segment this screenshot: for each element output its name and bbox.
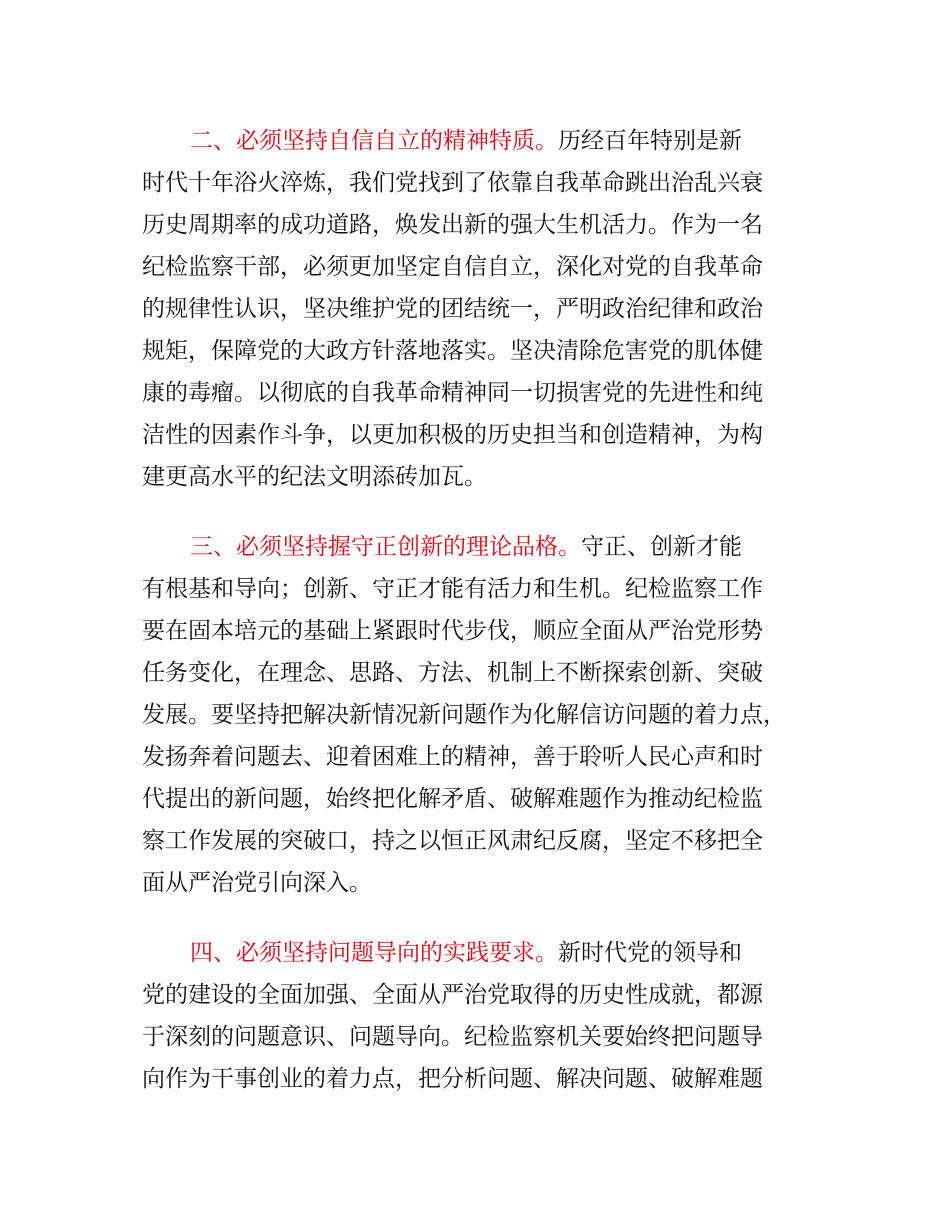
paragraph-line: 发扬奔着问题去、迎着困难上的精神，善于聆听人民心声和时 bbox=[142, 744, 763, 770]
paragraph-line: 任务变化，在理念、思路、方法、机制上不断探索创新、突破 bbox=[142, 660, 763, 686]
paragraph-line: 纪检监察干部，必须更加坚定自信自立，深化对党的自我革命 bbox=[142, 254, 763, 280]
paragraph-line: 面从严治党引向深入。 bbox=[142, 870, 372, 896]
paragraph-line: 洁性的因素作斗争，以更加积极的历史担当和创造精神，为构 bbox=[142, 422, 763, 448]
paragraph-spacer bbox=[142, 498, 842, 526]
paragraph-line: 察工作发展的突破口，持之以恒正风肃纪反腐，坚定不移把全 bbox=[142, 828, 763, 854]
paragraph-section-2 bbox=[142, 120, 842, 498]
paragraph-line: 发展。要坚持把解决新情况新问题作为化解信访问题的着力点， bbox=[142, 702, 786, 728]
paragraph-line: 康的毒瘤。以彻底的自我革命精神同一切损害党的先进性和纯 bbox=[142, 380, 763, 406]
line-text: 历经百年特别是新 bbox=[558, 128, 742, 154]
line-text: 守正、创新才能 bbox=[581, 534, 742, 560]
paragraph-line: 党的建设的全面加强、全面从严治党取得的历史性成就，都源 bbox=[142, 982, 763, 1008]
paragraph-spacer bbox=[142, 904, 842, 932]
document-body bbox=[142, 120, 842, 1100]
section-heading: 四、必须坚持问题导向的实践要求。 bbox=[190, 940, 558, 966]
section-heading: 二、必须坚持自信自立的精神特质。 bbox=[190, 128, 558, 154]
paragraph-line: 代提出的新问题，始终把化解矛盾、破解难题作为推动纪检监 bbox=[142, 786, 763, 812]
paragraph-line: 规矩，保障党的大政方针落地落实。坚决清除危害党的肌体健 bbox=[142, 338, 763, 364]
paragraph-line: 建更高水平的纪法文明添砖加瓦。 bbox=[142, 464, 487, 490]
paragraph-line: 时代十年浴火淬炼，我们党找到了依靠自我革命跳出治乱兴衰 bbox=[142, 170, 763, 196]
line-text: 新时代党的领导和 bbox=[558, 940, 742, 966]
paragraph-section-4 bbox=[142, 932, 842, 1100]
section-heading: 三、必须坚持握守正创新的理论品格。 bbox=[190, 534, 581, 560]
paragraph-line: 向作为干事创业的着力点，把分析问题、解决问题、破解难题 bbox=[142, 1066, 763, 1092]
paragraph-line: 于深刻的问题意识、问题导向。纪检监察机关要始终把问题导 bbox=[142, 1024, 763, 1050]
paragraph-first-line bbox=[142, 932, 842, 974]
paragraph-first-line bbox=[142, 120, 842, 162]
paragraph-section-3 bbox=[142, 526, 842, 904]
paragraph-line: 的规律性认识，坚决维护党的团结统一，严明政治纪律和政治 bbox=[142, 296, 763, 322]
paragraph-line: 要在固本培元的基础上紧跟时代步伐，顺应全面从严治党形势 bbox=[142, 618, 763, 644]
paragraph-line: 历史周期率的成功道路，焕发出新的强大生机活力。作为一名 bbox=[142, 212, 763, 238]
paragraph-first-line bbox=[142, 526, 842, 568]
paragraph-line: 有根基和导向；创新、守正才能有活力和生机。纪检监察工作 bbox=[142, 576, 763, 602]
